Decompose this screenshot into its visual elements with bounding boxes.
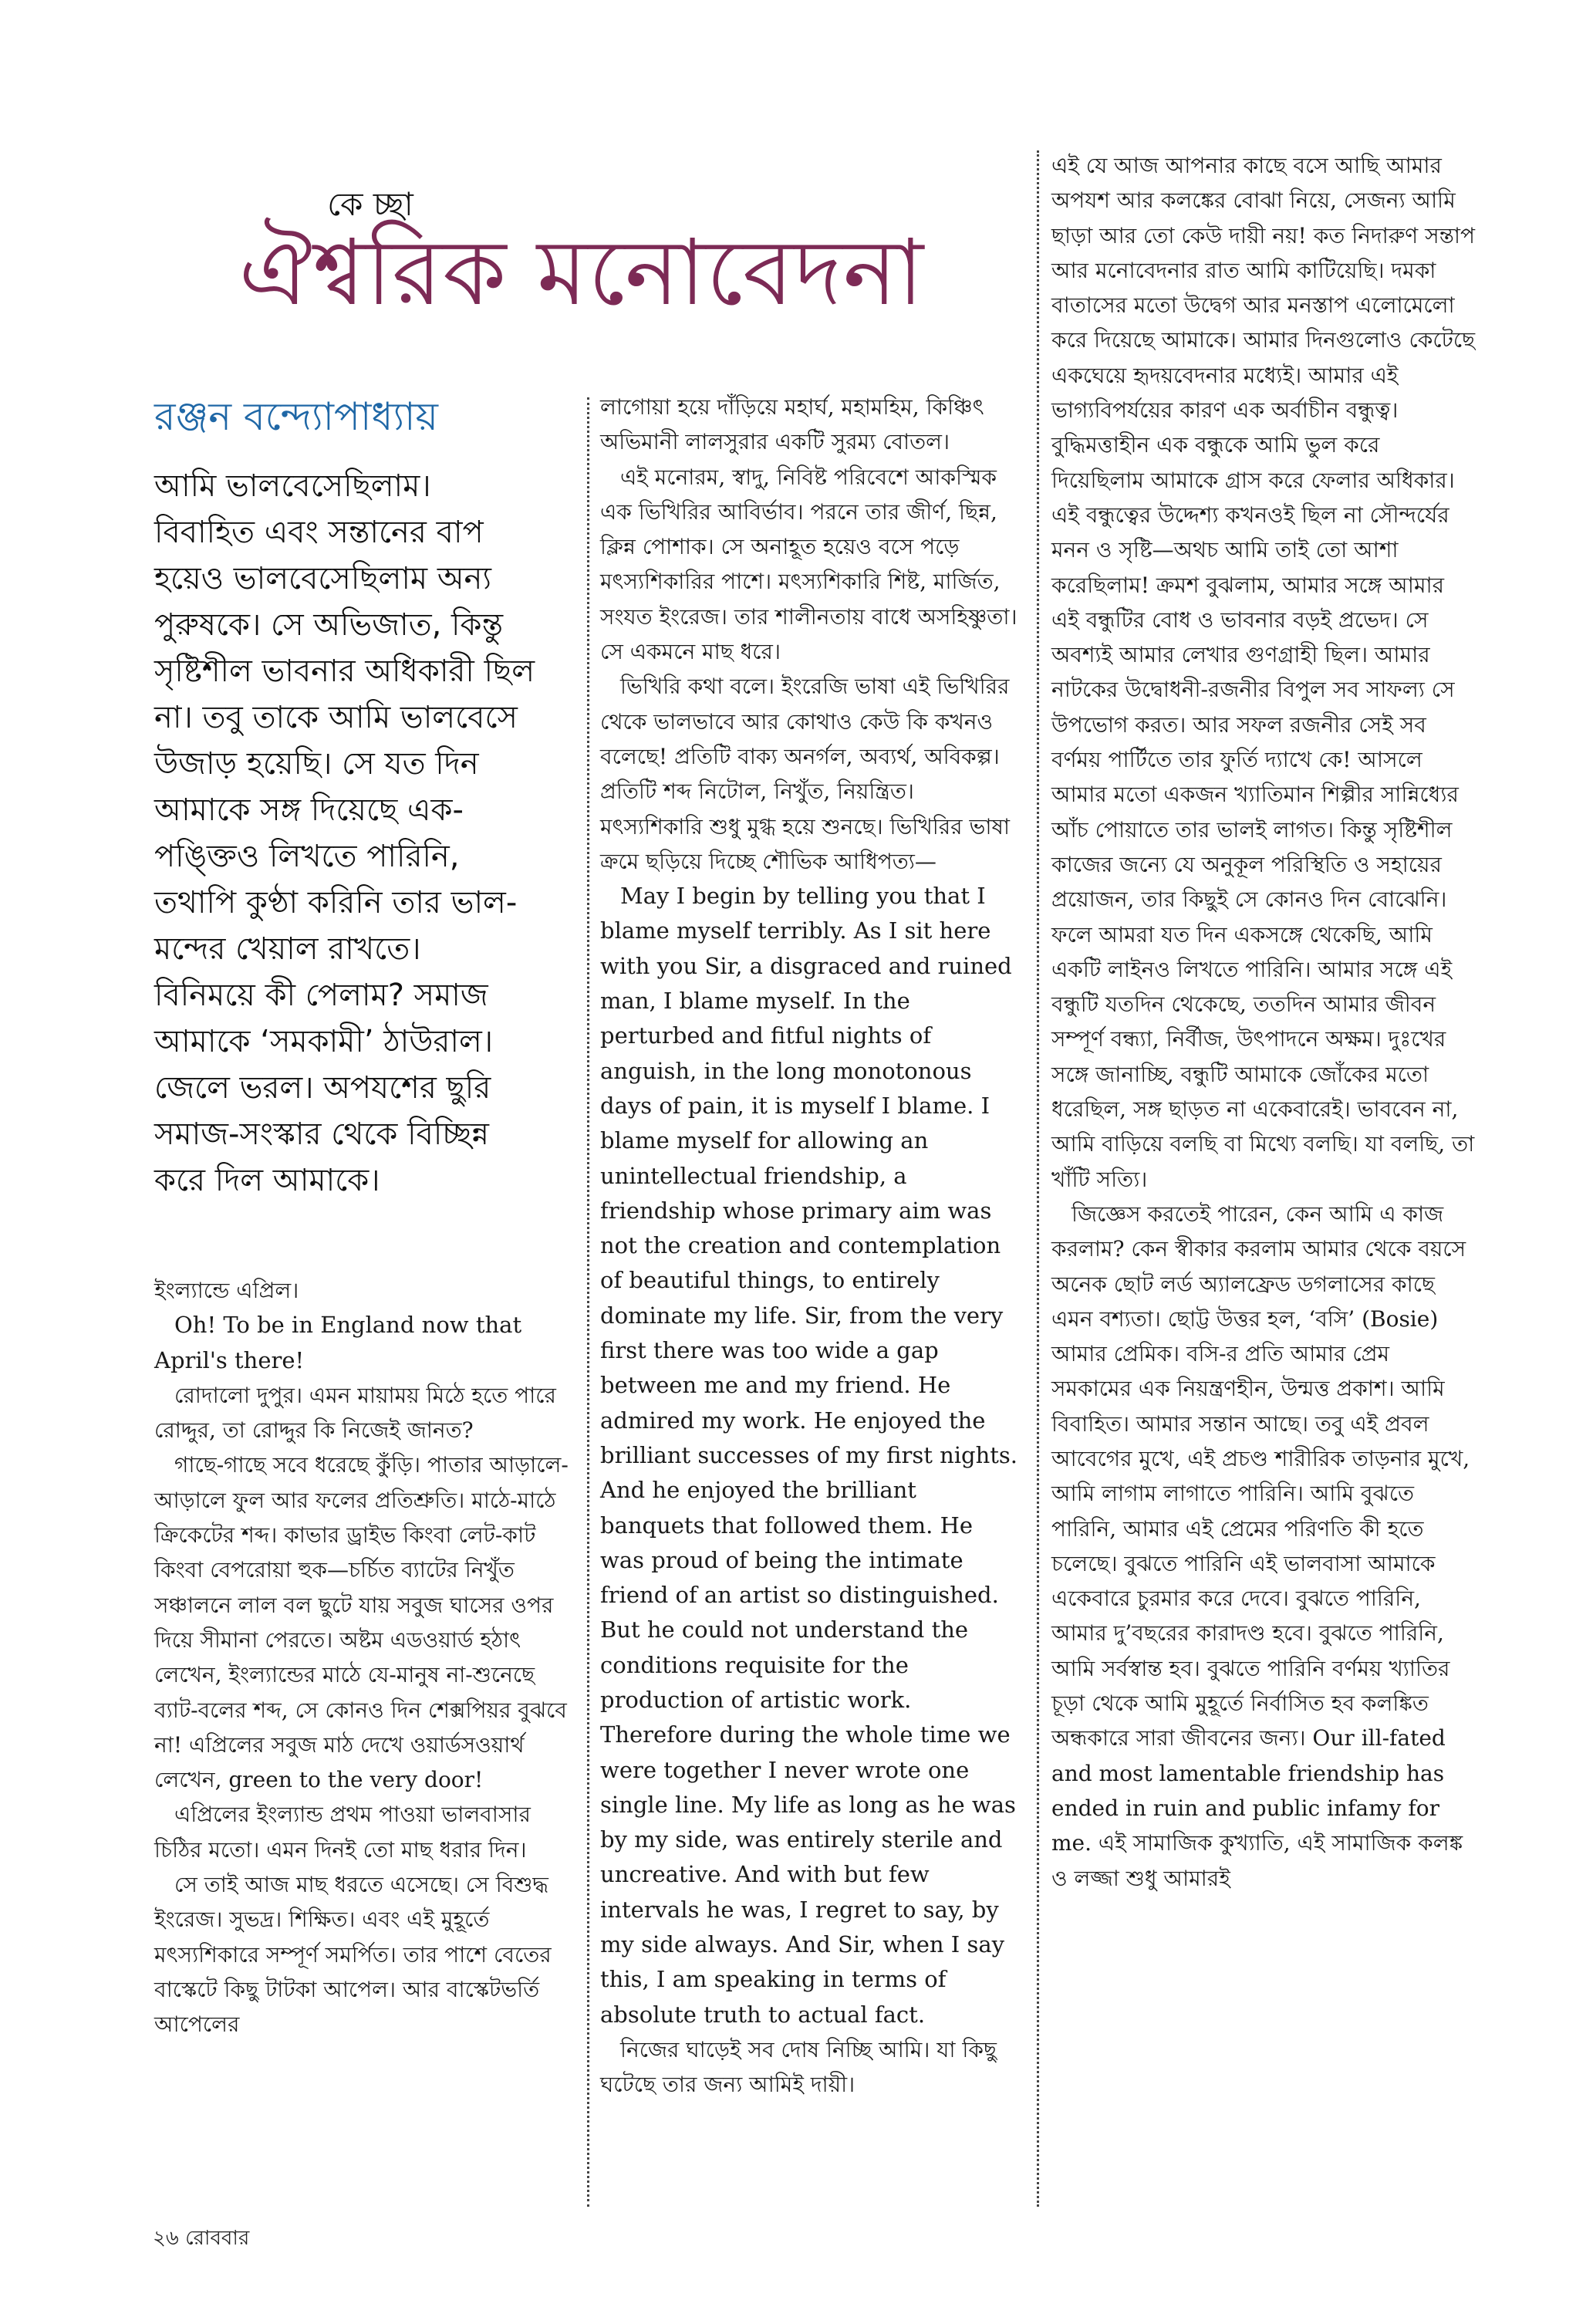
intro-line: পুরুষকে। সে অভিজাত, কিন্তু bbox=[154, 607, 504, 643]
column-1-paragraph: সে তাই আজ মাছ ধরতে এসেছে। সে বিশুদ্ধ ইংরেজ। সুভদ্র। শিক্ষিত। এবং এই মুহূর্তে মৎস্যশিকারে সম্পূর্ণ সমর্পিত। তার পাশে বেতের বাস্কেটে কিছু টাটকা আপেল। আর বাস্কেটভর্তি আপেলের bbox=[154, 1872, 552, 2038]
intro-block bbox=[154, 463, 563, 1204]
intro-line: আমাকে সঙ্গ দিয়েছে এক- bbox=[154, 792, 464, 828]
intro-line: না। তবু তাকে আমি ভালবেসে bbox=[154, 700, 518, 735]
column-rule-1 bbox=[587, 397, 589, 2207]
column-2-body bbox=[600, 390, 1023, 2103]
intro-line: হয়েও ভালবেসেছিলাম অন্য bbox=[154, 561, 491, 596]
intro-line: তথাপি কুণ্ঠা করিনি তার ভাল- bbox=[154, 885, 518, 920]
column-2-paragraph: লাগোয়া হয়ে দাঁড়িয়ে মহার্ঘ, মহামহিম, কিঞ্চিৎ অভিমানী লালসুরার একটি সুরম্য বোতল। bbox=[600, 394, 984, 455]
article-byline: রঞ্জন বন্দ্যোপাধ্যায় bbox=[154, 394, 438, 439]
column-1-paragraph: রোদালো দুপুর। এমন মায়াময় মিঠে হতে পারে রোদ্দুর, তা রোদ্দুর কি নিজেই জানত? bbox=[154, 1382, 556, 1444]
column-2-paragraph: May I begin by telling you that I blame myself terribly. As I sit here with you Sir, a disgraced and ruined man, I blame myself. In the perturbed and fitful nights of anguish, in the long monotonous days of pain, it is myself I blame. I blame myself for allowing an unintellectual friendship, a friendship whose primary aim was not the creation and contemplation of beautiful things, to entirely dominate my life. Sir, from the very first there was too wide a gap between me and my friend. He admired my work. He enjoyed the brilliant successes of my first nights. And he enjoyed the brilliant banquets that followed them. He was proud of being the intimate friend of an artist so distinguished. But he could not understand the conditions requisite for the production of artistic work. Therefore during the whole time we were together I never wrote one single line. My life as long as he was by my side, was entirely sterile and uncreative. And with but few intervals he was, I regret to say, by my side always. And Sir, when I say this, I am speaking in terms of absolute truth to actual fact. bbox=[600, 883, 1018, 2028]
column-3-paragraph: এই যে আজ আপনার কাছে বসে আছি আমার অপযশ আর কলঙ্কের বোঝা নিয়ে, সেজন্য আমি ছাড়া আর তো কেউ দায়ী নয়! কত নিদারুণ সন্তাপ আর মনোবেদনার রাত আমি কাটিয়েছি। দমকা বাতাসের মতো উদ্বেগ আর মনস্তাপ এলোমেলো করে দিয়েছে আমাকে। আমার দিনগুলোও কেটেছে একঘেয়ে হৃদয়বেদনার মধ্যেই। আমার এই ভাগ্যবিপর্যয়ের কারণ এক অর্বাচীন বন্ধুত্ব। বুদ্ধিমত্তাহীন এক বন্ধুকে আমি ভুল করে দিয়েছিলাম আমাকে গ্রাস করে ফেলার অধিকার। এই বন্ধুত্বের উদ্দেশ্য কখনওই ছিল না সৌন্দর্যের মনন ও সৃষ্টি—অথচ আমি তাই তো আশা করেছিলাম! ক্রমশ বুঝলাম, আমার সঙ্গে আমার এই বন্ধুটির বোধ ও ভাবনার বড়ই প্রভেদ। সে অবশ্যই আমার লেখার গুণগ্রাহী ছিল। আমার নাটকের উদ্বোধনী-রজনীর বিপুল সব সাফল্য সে উপভোগ করত। আর সফল রজনীর সেই সব বর্ণময় পার্টিতে তার ফুর্তি দ্যাখে কে! আসলে আমার মতো একজন খ্যাতিমান শিল্পীর সান্নিধ্যের আঁচ পোয়াতে তার ভালই লাগত। কিন্তু সৃষ্টিশীল কাজের জন্যে যে অনুকূল পরিস্থিতি ও সহায়ের প্রয়োজন, তার কিছুই সে কোনও দিন বোঝেনি। ফলে আমরা যত দিন একসঙ্গে থেকেছি, আমি একটি লাইনও লিখতে পারিনি। আমার সঙ্গে এই বন্ধুটি যতদিন থেকেছে, ততদিন আমার জীবন সম্পূর্ণ বন্ধ্যা, নির্বীজ, উৎপাদনে অক্ষম। দুঃখের সঙ্গে জানাচ্ছি, বন্ধুটি আমাকে জোঁকের মতো ধরেছিল, সঙ্গ ছাড়ত না একেবারেই। ভাববেন না, আমি বাড়িয়ে বলছি বা মিথ্যে বলছি। যা বলছি, তা খাঁটি সত্যি। bbox=[1051, 153, 1476, 1192]
column-2-paragraph: ভিখিরি কথা বলে। ইংরেজি ভাষা এই ভিখিরির থেকে ভালভাবে আর কোথাও কেউ কি কখনও বলেছে! প্রতিটি বাক্য অনর্গল, অব্যর্থ, অবিকল্প। প্রতিটি শব্দ নিটোল, নিখুঁত, নিয়ন্ত্রিত। মৎস্যশিকারি শুধু মুগ্ধ হয়ে শুনছে। ভিখিরির ভাষা ক্রমে ছড়িয়ে দিচ্ছে শৌভিক আধিপত্য— bbox=[600, 674, 1011, 874]
article-kicker: কে চ্ছা bbox=[327, 185, 413, 223]
column-1-body bbox=[154, 1273, 577, 2042]
intro-line: বিবাহিত এবং সন্তানের বাপ bbox=[154, 515, 484, 550]
column-1-paragraph: ইংল্যান্ডে এপ্রিল। bbox=[154, 1278, 299, 1303]
column-3-body bbox=[1051, 148, 1476, 1896]
column-3-paragraph: জিজ্ঞেস করতেই পারেন, কেন আমি এ কাজ করলাম? কেন স্বীকার করলাম আমার থেকে বয়সে অনেক ছোট লর্ড অ্যালফ্রেড ডগলাসের কাছে এমন বশ্যতা। ছোট্ট উত্তর হল, ‘বসি’ (Bosie) আমার প্রেমিক। বসি-র প্রতি আমার প্রেম সমকামের এক নিয়ন্ত্রণহীন, উন্মত্ত প্রকাশ। আমি বিবাহিত। আমার সন্তান আছে। তবু এই প্রবল আবেগের মুখে, এই প্রচণ্ড শারীরিক তাড়নার মুখে, আমি লাগাম লাগাতে পারিনি। আমি বুঝতে পারিনি, আমার এই প্রেমের পরিণতি কী হতে চলেছে। বুঝতে পারিনি এই ভালবাসা আমাকে একেবারে চুরমার করে দেবে। বুঝতে পারিনি, আমার দু’বছরের কারাদণ্ড হবে। বুঝতে পারিনি, আমি সর্বস্বান্ত হব। বুঝতে পারিনি বর্ণময় খ্যাতির চূড়া থেকে আমি মুহূর্তে নির্বাসিত হব কলঙ্কিত অন্ধকারে সারা জীবনের জন্য। Our ill-fated and most lamentable friendship has ended in ruin and public infamy for me. এই সামাজিক কুখ্যাতি, এই সামাজিক কলঙ্ক ও লজ্জা শুধু আমারই bbox=[1051, 1201, 1470, 1891]
column-1-paragraph: এপ্রিলের ইংল্যান্ড প্রথম পাওয়া ভালবাসার চিঠির মতো। এমন দিনই তো মাছ ধরার দিন। bbox=[154, 1802, 531, 1863]
intro-line: করে দিল আমাকে। bbox=[154, 1163, 380, 1198]
intro-line: মন্দের খেয়াল রাখতে। bbox=[154, 931, 421, 967]
intro-line: পঙ্ক্তিও লিখতে পারিনি, bbox=[154, 839, 460, 874]
page-folio: ২৬ রোববার bbox=[153, 2227, 250, 2250]
column-2-paragraph: এই মনোরম, স্বাদু, নিবিষ্ট পরিবেশে আকস্মিক এক ভিখিরির আবির্ভাব। পরনে তার জীর্ণ, ছিন্ন, ক্লিন্ন পোশাক। সে অনাহূত হয়েও বসে পড়ে মৎস্যশিকারির পাশে। মৎস্যশিকারি শিষ্ট, মার্জিত, সংযত ইংরেজ। তার শালীনতায় বাধে অসহিষ্ণুতা। সে একমনে মাছ ধরে। bbox=[600, 464, 1017, 665]
column-1-paragraph: গাছে-গাছে সবে ধরেছে কুঁড়ি। পাতার আড়ালে-আড়ালে ফুল আর ফলের প্রতিশ্রুতি। মাঠে-মাঠে ক্রিকেটের শব্দ। কাভার ড্রাইভ কিংবা লেট-কাট কিংবা বেপরোয়া হুক—চর্চিত ব্যাটের নিখুঁত সঞ্চালনে লাল বল ছুটে যায় সবুজ ঘাসের ওপর দিয়ে সীমানা পেরতে। অষ্টম এডওয়ার্ড হঠাৎ লেখেন, ইংল্যান্ডের মাঠে যে-মানুষ না-শুনেছে ব্যাট-বলের শব্দ, সে কোনও দিন শেক্সপিয়র বুঝবে না! এপ্রিলের সবুজ মাঠ দেখে ওয়ার্ডসওয়ার্থ লেখেন, green to the very door! bbox=[154, 1452, 569, 1793]
intro-line: উজাড় হয়েছি। সে যত দিন bbox=[154, 746, 479, 782]
column-2-paragraph: নিজের ঘাড়েই সব দোষ নিচ্ছি আমি। যা কিছু ঘটেছে তার জন্য আমিই দায়ী। bbox=[600, 2036, 997, 2098]
article-headline: ঐশ্বরিক মনোবেদনা bbox=[239, 219, 925, 326]
intro-line: আমাকে ‘সমকামী’ ঠাউরাল। bbox=[154, 1024, 494, 1059]
intro-line: সমাজ-সংস্কার থেকে বিচ্ছিন্ন bbox=[154, 1116, 489, 1152]
intro-line: জেলে ভরল। অপযশের ছুরি bbox=[154, 1070, 491, 1106]
column-rule-2 bbox=[1037, 150, 1039, 2207]
column-1-paragraph: Oh! To be in England now that April's there! bbox=[154, 1312, 522, 1373]
intro-line: আমি ভালবেসেছিলাম। bbox=[154, 468, 431, 504]
intro-line: বিনিময়ে কী পেলাম? সমাজ bbox=[154, 978, 488, 1013]
intro-line: সৃষ্টিশীল ভাবনার অধিকারী ছিল bbox=[154, 654, 535, 689]
